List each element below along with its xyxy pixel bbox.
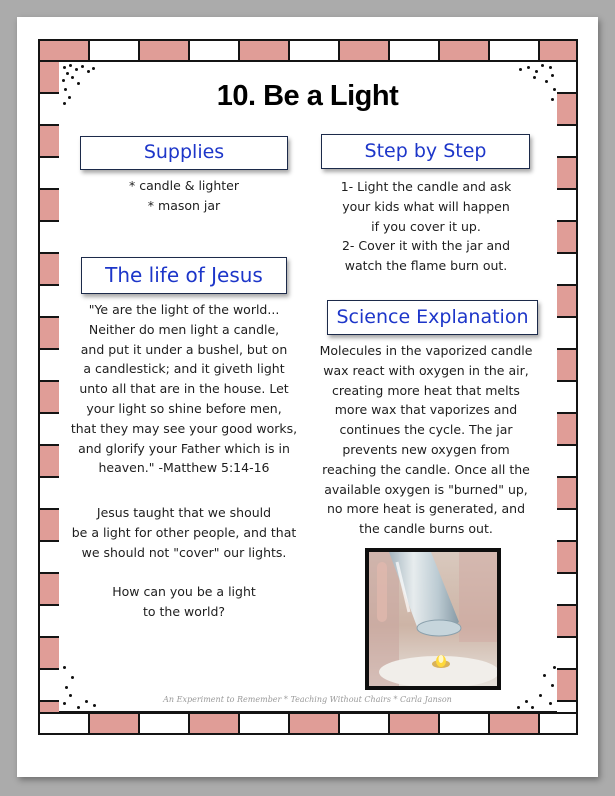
- border-brick: [90, 714, 138, 733]
- corner-speckle: [517, 706, 520, 709]
- border-brick: [557, 286, 576, 316]
- quote-line: "Ye are the light of the world...: [88, 302, 280, 317]
- border-brick: [40, 126, 59, 156]
- supplies-item: * mason jar: [147, 197, 221, 213]
- science-line: no more heat is generated, and: [326, 501, 526, 517]
- border-brick: [557, 414, 576, 444]
- step-heading-box: [321, 134, 530, 169]
- border-brick: [340, 41, 388, 60]
- border-brick: [557, 158, 576, 188]
- border-brick: [390, 41, 438, 60]
- border-brick: [40, 638, 59, 668]
- border-brick: [40, 286, 59, 316]
- science-line: wax react with oxygen in the air,: [323, 362, 529, 378]
- border-brick: [40, 574, 59, 604]
- step-line: if you cover it up.: [371, 218, 481, 234]
- border-brick: [557, 510, 576, 540]
- corner-speckle: [77, 706, 80, 709]
- corner-speckle: [535, 70, 538, 73]
- corner-speckle: [87, 70, 90, 73]
- corner-speckle: [549, 66, 552, 69]
- corner-speckle: [551, 74, 554, 77]
- science-line: Molecules in the vaporized candle: [319, 343, 533, 358]
- supplies-item: * candle & lighter: [128, 178, 239, 193]
- border-brick: [40, 414, 59, 444]
- jesus-quote: [58, 300, 310, 478]
- step-line: 2- Cover it with the jar and: [341, 238, 511, 254]
- supplies-heading-box: [80, 136, 288, 170]
- corner-speckle: [519, 68, 522, 71]
- border-brick: [557, 542, 576, 572]
- border-brick: [40, 350, 59, 380]
- footer-credit: An Experiment to Remember * Teaching Without Chairs * Carla Janson: [163, 695, 452, 704]
- question-line: How can you be a light: [112, 584, 256, 599]
- border-brick: [40, 158, 59, 188]
- lesson-line: we should not "cover" our lights.: [81, 544, 287, 560]
- supplies-list: [80, 176, 288, 216]
- step-heading: Step by Step: [364, 140, 487, 162]
- border-brick: [40, 510, 59, 540]
- lesson-line: be a light for other people, and that: [71, 524, 297, 540]
- quote-line: your light so shine before men,: [86, 400, 282, 416]
- corner-speckle: [541, 64, 544, 67]
- science-line: continues the cycle. The jar: [339, 422, 513, 438]
- quote-line: and put it under a bushel, but on: [80, 341, 288, 357]
- border-brick: [40, 542, 59, 572]
- jesus-lesson: [58, 503, 310, 562]
- border-brick: [40, 41, 88, 60]
- jesus-heading-box: [81, 257, 287, 294]
- border-brick: [140, 714, 188, 733]
- border-brick: [557, 478, 576, 508]
- border-brick: [90, 41, 138, 60]
- border-brick: [340, 714, 388, 733]
- science-line: reaching the candle. Once all the: [322, 461, 530, 477]
- corner-speckle: [71, 676, 74, 679]
- question-line: to the world?: [142, 603, 226, 619]
- border-brick: [557, 446, 576, 476]
- corner-speckle: [69, 64, 72, 67]
- quote-line: and glorify your Father which is in: [78, 440, 290, 456]
- corner-speckle: [71, 76, 74, 79]
- border-brick: [40, 318, 59, 348]
- border-brick: [390, 714, 438, 733]
- border-brick: [40, 714, 88, 733]
- quote-line: Neither do men light a candle,: [88, 321, 280, 337]
- corner-speckle: [63, 66, 66, 69]
- page-title: 10. Be a Light: [216, 80, 399, 112]
- corner-speckle: [533, 76, 536, 79]
- border-brick: [240, 41, 288, 60]
- quote-line: unto all that are in the house. Let: [79, 381, 289, 397]
- border-brick: [490, 714, 538, 733]
- border-brick: [557, 190, 576, 220]
- border-brick: [190, 714, 238, 733]
- step-line: 1- Light the candle and ask: [340, 179, 512, 194]
- border-brick: [490, 41, 538, 60]
- corner-speckle: [531, 706, 534, 709]
- corner-speckle: [81, 65, 84, 68]
- border-brick: [290, 714, 338, 733]
- corner-speckle: [553, 666, 556, 669]
- border-brick: [557, 382, 576, 412]
- border-brick: [140, 41, 188, 60]
- border-brick: [540, 41, 576, 60]
- border-brick: [40, 478, 59, 508]
- border-brick: [40, 606, 59, 636]
- border-brick: [40, 382, 59, 412]
- science-line: more wax that vaporizes and: [334, 402, 518, 418]
- corner-speckle: [543, 674, 546, 677]
- experiment-photo: [365, 548, 501, 690]
- jesus-heading: The life of Jesus: [105, 263, 263, 287]
- jar-candle-illustration: [369, 552, 497, 686]
- science-heading-box: [327, 300, 538, 335]
- corner-speckle: [93, 704, 96, 707]
- corner-speckle: [75, 68, 78, 71]
- border-brick: [440, 714, 488, 733]
- border-brick: [40, 254, 59, 284]
- science-line: creating more heat that melts: [332, 382, 520, 398]
- border-brick: [540, 714, 576, 733]
- border-brick: [557, 606, 576, 636]
- border-brick: [440, 41, 488, 60]
- corner-speckle: [551, 684, 554, 687]
- corner-speckle: [66, 72, 69, 75]
- border-brick: [40, 446, 59, 476]
- border-brick: [557, 318, 576, 348]
- science-heading: Science Explanation: [336, 306, 529, 328]
- border-brick: [240, 714, 288, 733]
- quote-line: a candlestick; and it giveth light: [83, 361, 285, 377]
- corner-speckle: [65, 686, 68, 689]
- step-text: [306, 177, 546, 276]
- quote-line: heaven." -Matthew 5:14-16: [98, 460, 270, 476]
- border-brick: [557, 350, 576, 380]
- border-brick: [40, 222, 59, 252]
- science-line: the candle burns out.: [359, 521, 493, 537]
- border-brick: [557, 574, 576, 604]
- corner-speckle: [63, 666, 66, 669]
- lesson-line: Jesus taught that we should: [96, 505, 272, 520]
- step-line: watch the flame burn out.: [344, 258, 508, 274]
- border-brick: [190, 41, 238, 60]
- science-line: prevents new oxygen from: [342, 441, 510, 457]
- jesus-question: [58, 582, 310, 622]
- corner-speckle: [527, 66, 530, 69]
- border-brick: [557, 638, 576, 668]
- border-brick: [40, 190, 59, 220]
- border-brick: [557, 222, 576, 252]
- science-text: [306, 341, 546, 539]
- step-line: your kids what will happen: [342, 198, 510, 214]
- science-line: available oxygen is "burned" up,: [324, 481, 528, 497]
- supplies-heading: Supplies: [143, 141, 225, 163]
- border-brick: [557, 254, 576, 284]
- corner-speckle: [92, 67, 95, 70]
- quote-line: that they may see your good works,: [70, 420, 298, 436]
- border-brick: [290, 41, 338, 60]
- border-brick: [557, 126, 576, 156]
